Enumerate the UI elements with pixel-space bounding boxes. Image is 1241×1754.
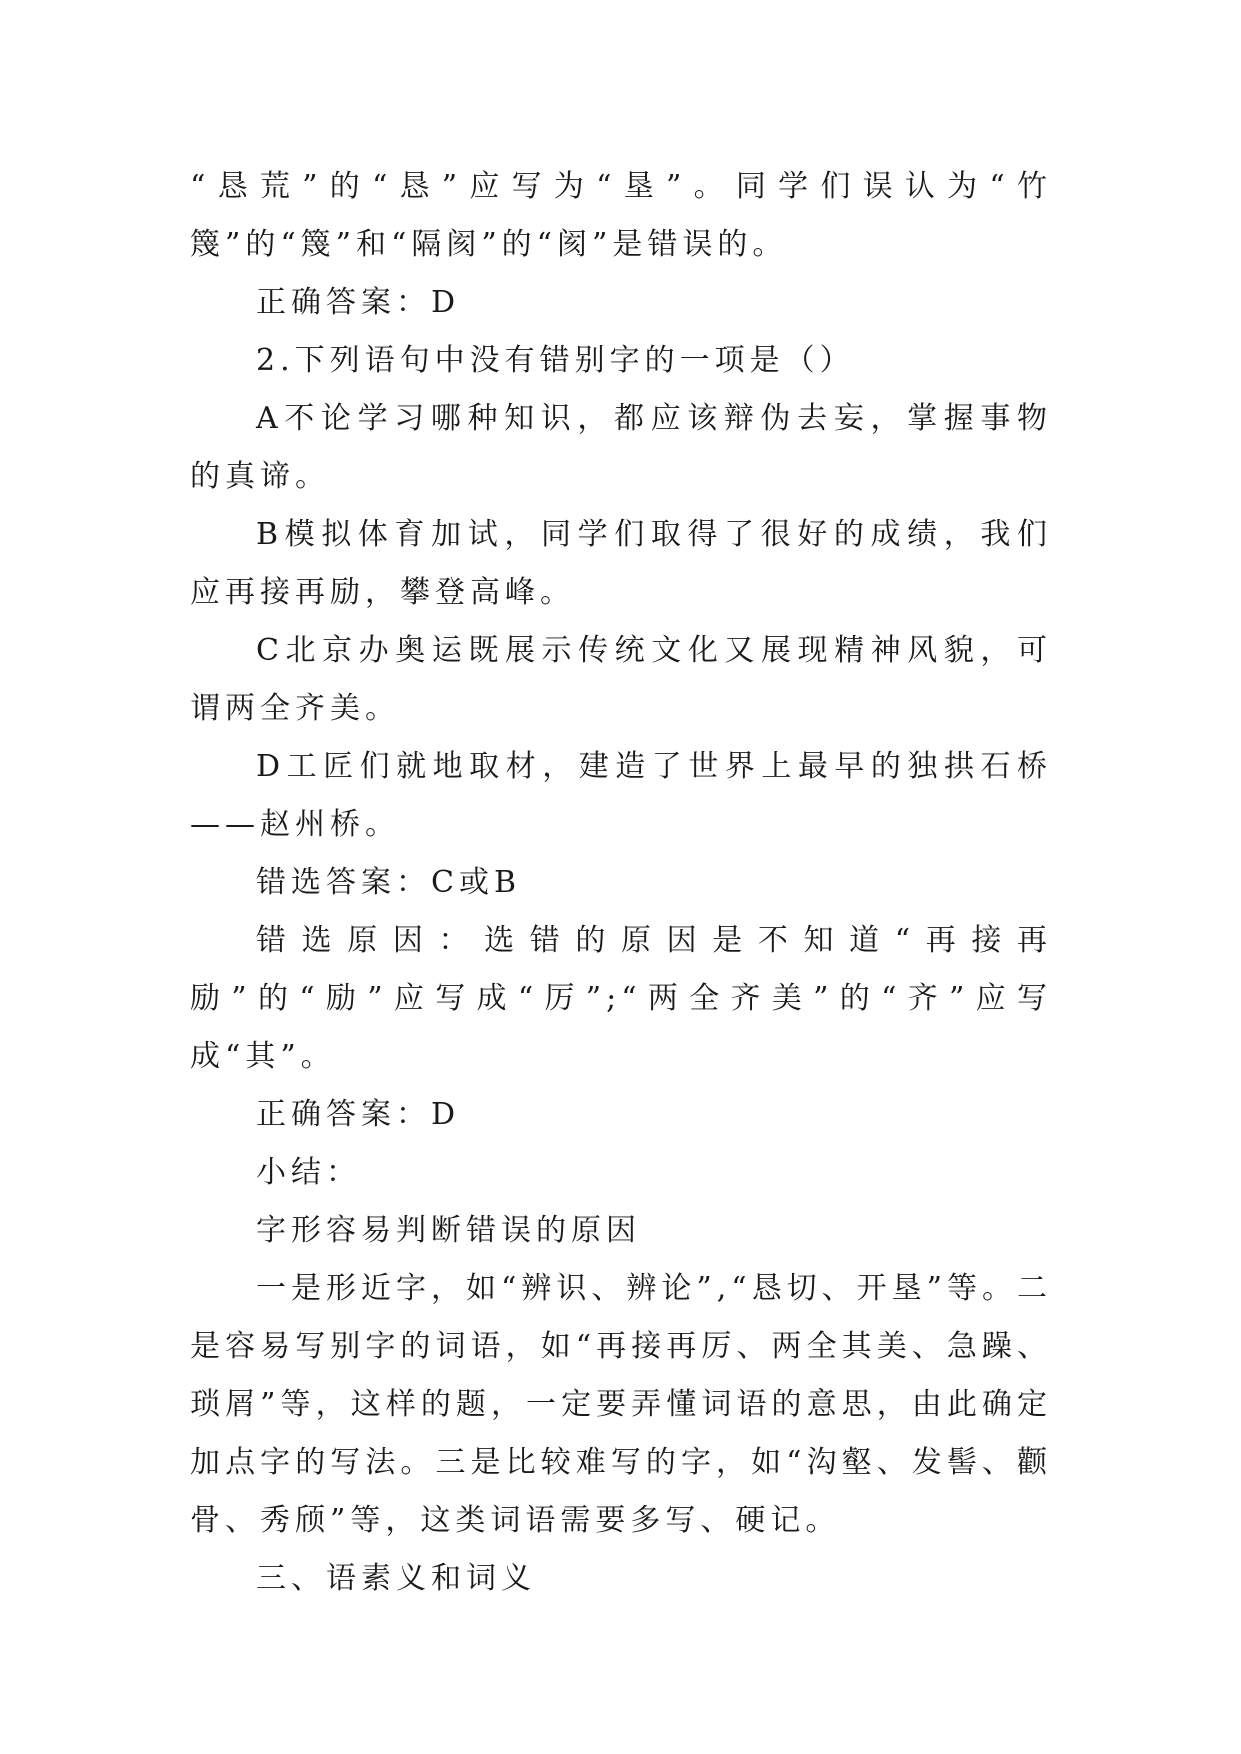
wrong-answer: 错选答案：C或B [256,865,521,900]
option-a: A不论学习哪种知识，都应该辩伪去妄，掌握事物的真谛。 [190,401,1052,494]
document-page [190,158,1052,1608]
summary-subheading: 字形容易判断错误的原因 [256,1213,641,1248]
question-2: 2.下列语句中没有错别字的一项是（） [256,343,855,378]
correct-answer: 正确答案：D [256,285,461,320]
section-heading: 三、语素义和词义 [256,1561,536,1596]
correct-answer: 正确答案：D [256,1097,461,1132]
summary-heading: 小结： [256,1155,361,1190]
paragraph: “恳荒”的“恳”应写为“垦”。同学们误认为“竹篾”的“篾”和“隔阂”的“阂”是错误的。 [190,169,1052,262]
option-c: C北京办奥运既展示传统文化又展现精神风貌，可谓两全齐美。 [190,633,1052,726]
wrong-reason: 错选原因：选错的原因是不知道“再接再励”的“励”应写成“厉”;“两全齐美”的“齐”应写成“其”。 [190,923,1052,1074]
option-d: D工匠们就地取材，建造了世界上最早的独拱石桥——赵州桥。 [190,749,1052,842]
option-b: B模拟体育加试，同学们取得了很好的成绩，我们应再接再励，攀登高峰。 [190,517,1052,610]
summary-body: 一是形近字，如“辨识、辨论”,“恳切、开垦”等。二是容易写别字的词语，如“再接再厉、两全其美、急躁、琐屑”等，这样的题，一定要弄懂词语的意思，由此确定加点字的写法。三是比较难写的字，如“沟壑、发髻、颧骨、秀颀”等，这类词语需要多写、硬记。 [190,1271,1052,1538]
